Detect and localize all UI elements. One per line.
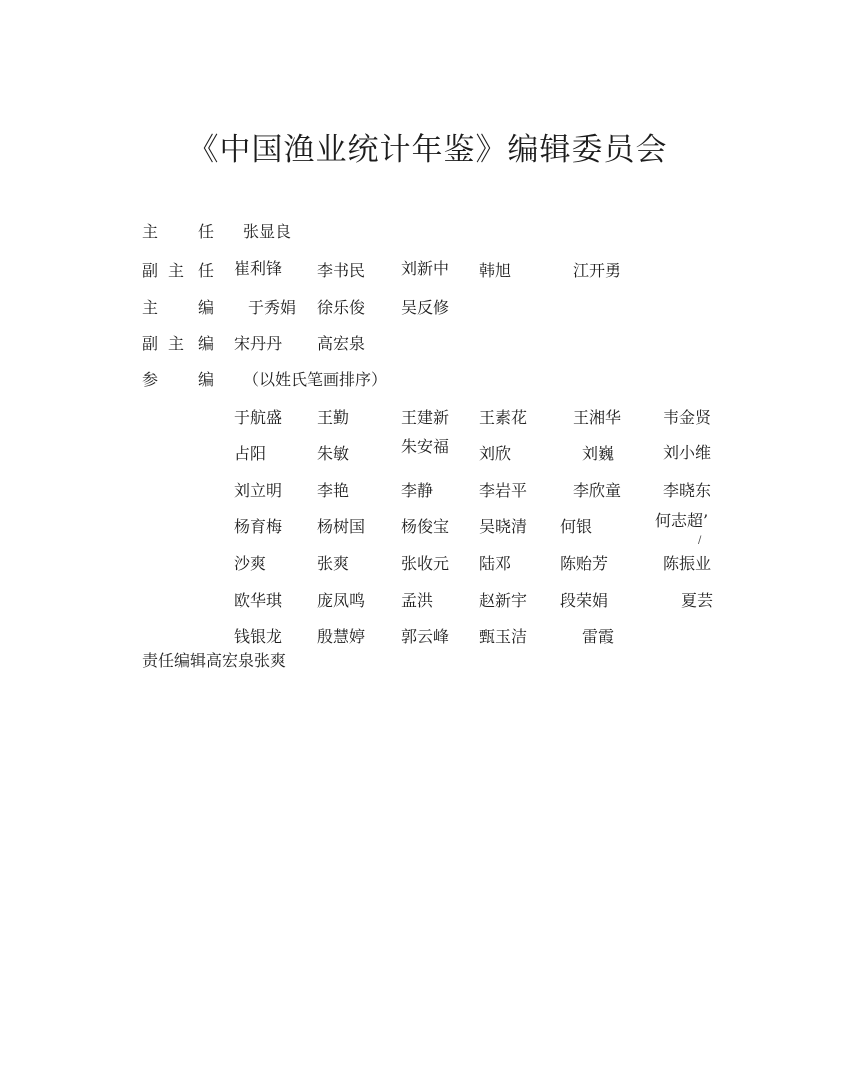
participant-name: 刘小维 — [663, 443, 712, 462]
participant-name: 庞凤鸣 — [317, 591, 366, 610]
participant-name: 张收元 — [401, 554, 450, 573]
participant-name: 殷慧婷 — [317, 627, 366, 646]
participant-name: 何银 — [560, 517, 593, 536]
deputy-director-name: 韩旭 — [479, 261, 512, 280]
participant-name: 于航盛 — [234, 408, 283, 427]
participant-name: 杨俊宝 — [401, 517, 450, 536]
deputy-chief-editor-name: 宋丹丹 — [234, 334, 283, 353]
role-deputy-director-char-2: 主 — [168, 261, 185, 280]
participant-name: 李艳 — [317, 481, 350, 500]
participant-name: 刘欣 — [479, 444, 512, 463]
role-deputy-director-char-1: 副 — [142, 261, 159, 280]
participant-name: 陆邓 — [479, 554, 512, 573]
participant-name: 陈振业 — [663, 554, 712, 573]
participant-name: 郭云峰 — [401, 627, 450, 646]
participant-name: 孟洪 — [401, 591, 434, 610]
participant-name: 李静 — [401, 481, 434, 500]
participant-name: 李岩平 — [479, 481, 528, 500]
role-chief-editor-char-1: 主 — [142, 298, 159, 317]
participant-name: 占阳 — [234, 444, 267, 463]
participant-name: 王素花 — [479, 408, 528, 427]
deputy-director-name: 刘新中 — [401, 259, 450, 278]
role-deputy-chief-editor-char-1: 副 — [142, 334, 159, 353]
responsible-editors: 责任编辑高宏泉张爽 — [142, 651, 287, 670]
chief-editor-name: 徐乐俊 — [317, 298, 366, 317]
participant-name: 沙爽 — [234, 554, 267, 573]
chief-editor-name: 吴反修 — [401, 298, 450, 317]
participant-name: 杨育梅 — [234, 517, 283, 536]
role-deputy-director-char-3: 任 — [198, 261, 215, 280]
participant-name: 张爽 — [317, 554, 350, 573]
participant-name: 王湘华 — [573, 408, 622, 427]
participant-name: 段荣娟 — [560, 591, 609, 610]
director-name: 张显良 — [243, 222, 292, 241]
role-participants-char-2: 编 — [198, 370, 215, 389]
participant-name: 朱安福 — [401, 437, 450, 456]
participant-name: 刘巍 — [582, 444, 615, 463]
role-deputy-chief-editor-char-3: 编 — [198, 334, 215, 353]
role-director-char-2: 任 — [198, 222, 215, 241]
role-participants-char-1: 参 — [142, 370, 159, 389]
participant-name: 王勤 — [317, 408, 350, 427]
deputy-chief-editor-name: 高宏泉 — [317, 334, 366, 353]
participant-name: 吴晓清 — [479, 517, 528, 536]
participant-name: 陈贻芳 — [560, 554, 609, 573]
stray-mark: / — [698, 535, 702, 546]
participant-name: 朱敏 — [317, 444, 350, 463]
participant-name: 欧华琪 — [234, 591, 283, 610]
participant-name: 夏芸 — [681, 591, 714, 610]
chief-editor-name: 于秀娟 — [248, 298, 297, 317]
role-deputy-chief-editor-char-2: 主 — [168, 334, 185, 353]
participant-name: 甄玉洁 — [479, 627, 528, 646]
participant-name: 何志超’ — [655, 511, 709, 530]
participant-name: 杨树国 — [317, 517, 366, 536]
participant-name: 雷霞 — [582, 627, 615, 646]
participant-name: 王建新 — [401, 408, 450, 427]
role-director-char-1: 主 — [142, 222, 159, 241]
deputy-director-name: 李书民 — [317, 261, 366, 280]
participant-name: 刘立明 — [234, 481, 283, 500]
role-chief-editor-char-2: 编 — [198, 298, 215, 317]
participant-name: 赵新宇 — [479, 591, 528, 610]
participants-sort-note: （以姓氏笔画排序） — [243, 370, 388, 389]
page-title: 《中国渔业统计年鉴》编辑委员会 — [187, 132, 668, 168]
participant-name: 韦金贤 — [663, 408, 712, 427]
participant-name: 李晓东 — [663, 481, 712, 500]
participant-name: 钱银龙 — [234, 627, 283, 646]
deputy-director-name: 江开勇 — [573, 261, 622, 280]
participant-name: 李欣童 — [573, 481, 622, 500]
deputy-director-name: 崔利锋 — [234, 259, 283, 278]
